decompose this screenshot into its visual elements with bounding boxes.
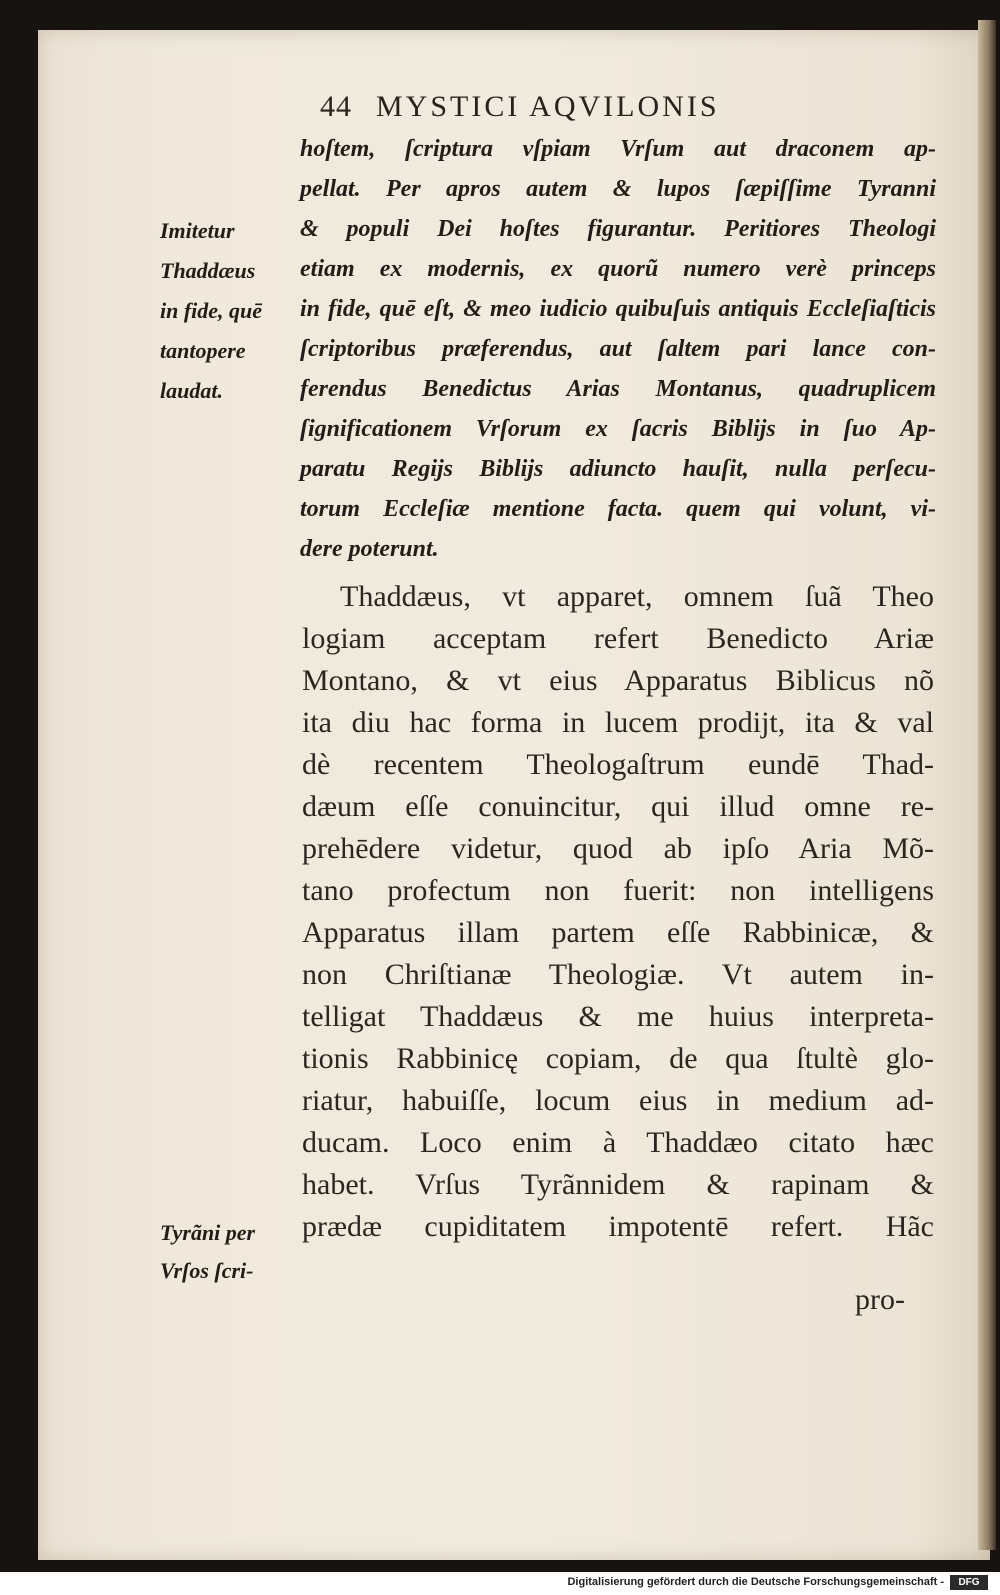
text-line: tano profectum non fuerit: non intelligens <box>302 874 934 907</box>
text-line: tionis Rabbinicę copiam, de qua ſtultè glo- <box>302 1042 934 1075</box>
text-line: ducam. Loco enim à Thaddæo citato hæc <box>302 1126 934 1159</box>
page-number: 44 <box>320 90 352 123</box>
text-line: ſignificationem Vrſorum ex ſacris Biblijs in ſuo Ap- <box>300 416 936 442</box>
footer <box>0 1572 1000 1595</box>
text-line: paratu Regijs Biblijs adiuncto hauſit, nulla perſecu- <box>300 456 936 482</box>
text-line: prehēdere videtur, quod ab ipſo Aria Mõ- <box>302 832 934 865</box>
text-line: Thaddæus, vt apparet, omnem ſuã Theo <box>340 580 934 613</box>
margin-note-line: Vrſos ſcri- <box>160 1258 254 1283</box>
margin-note-line: laudat. <box>160 378 223 403</box>
text-line: riatur, habuiſſe, locum eius in medium ad- <box>302 1084 934 1117</box>
text-line: prædæ cupiditatem impotentē refert. Hãc <box>302 1210 934 1243</box>
margin-note-line: Tyrãni per <box>160 1220 256 1245</box>
margin-note-line: Thaddæus <box>160 258 256 283</box>
text-line: non Chriſtianæ Theologiæ. Vt autem in- <box>302 958 934 991</box>
text-line: in fide, quē eſt, & meo iudicio quibuſuis antiquis Eccleſiaſticis <box>300 296 936 322</box>
text-line: telligat Thaddæus & me huius interpreta- <box>302 1000 934 1033</box>
running-head-title: MYSTICI AQVILONIS <box>376 90 720 123</box>
dfg-logo: DFG <box>950 1575 988 1590</box>
text-line: ſcriptoribus præferendus, aut ſaltem pari lance con- <box>300 336 936 362</box>
text-line: habet. Vrſus Tyrãnnidem & rapinam & <box>302 1168 934 1201</box>
text-line: dè recentem Theologaſtrum eundē Thad- <box>302 748 934 781</box>
text-line: Montano, & vt eius Apparatus Biblicus nõ <box>302 664 934 697</box>
text-line: dere poterunt. <box>300 536 439 562</box>
text-line: torum Eccleſiæ mentione facta. quem qui volunt, vi- <box>300 496 936 522</box>
margin-note-line: Imitetur <box>160 218 235 243</box>
text-line: ferendus Benedictus Arias Montanus, quadruplicem <box>300 376 936 402</box>
text-line: hoſtem, ſcriptura vſpiam Vrſum aut draconem ap- <box>300 136 936 162</box>
footer-credit: Digitalisierung gefördert durch die Deutsche Forschungsgemeinschaft - <box>567 1576 944 1588</box>
margin-note-line: in fide, quē <box>160 298 263 323</box>
text-line: Apparatus illam partem eſſe Rabbinicæ, & <box>302 916 934 949</box>
text-line: logiam acceptam refert Benedicto Ariæ <box>302 622 934 655</box>
margin-note-line: tantopere <box>160 338 246 363</box>
text-line: ita diu hac forma in lucem prodijt, ita & val <box>302 706 934 739</box>
text-line: pellat. Per apros autem & lupos ſæpiſſime Tyranni <box>300 176 936 202</box>
page-edge <box>978 20 996 1550</box>
running-head <box>320 90 920 124</box>
catchword: pro- <box>855 1283 905 1316</box>
text-line: etiam ex modernis, ex quorũ numero verè princeps <box>300 256 936 282</box>
text-line: dæum eſſe conuincitur, qui illud omne re- <box>302 790 934 823</box>
text-line: & populi Dei hoſtes figurantur. Peritiores Theologi <box>300 216 936 242</box>
